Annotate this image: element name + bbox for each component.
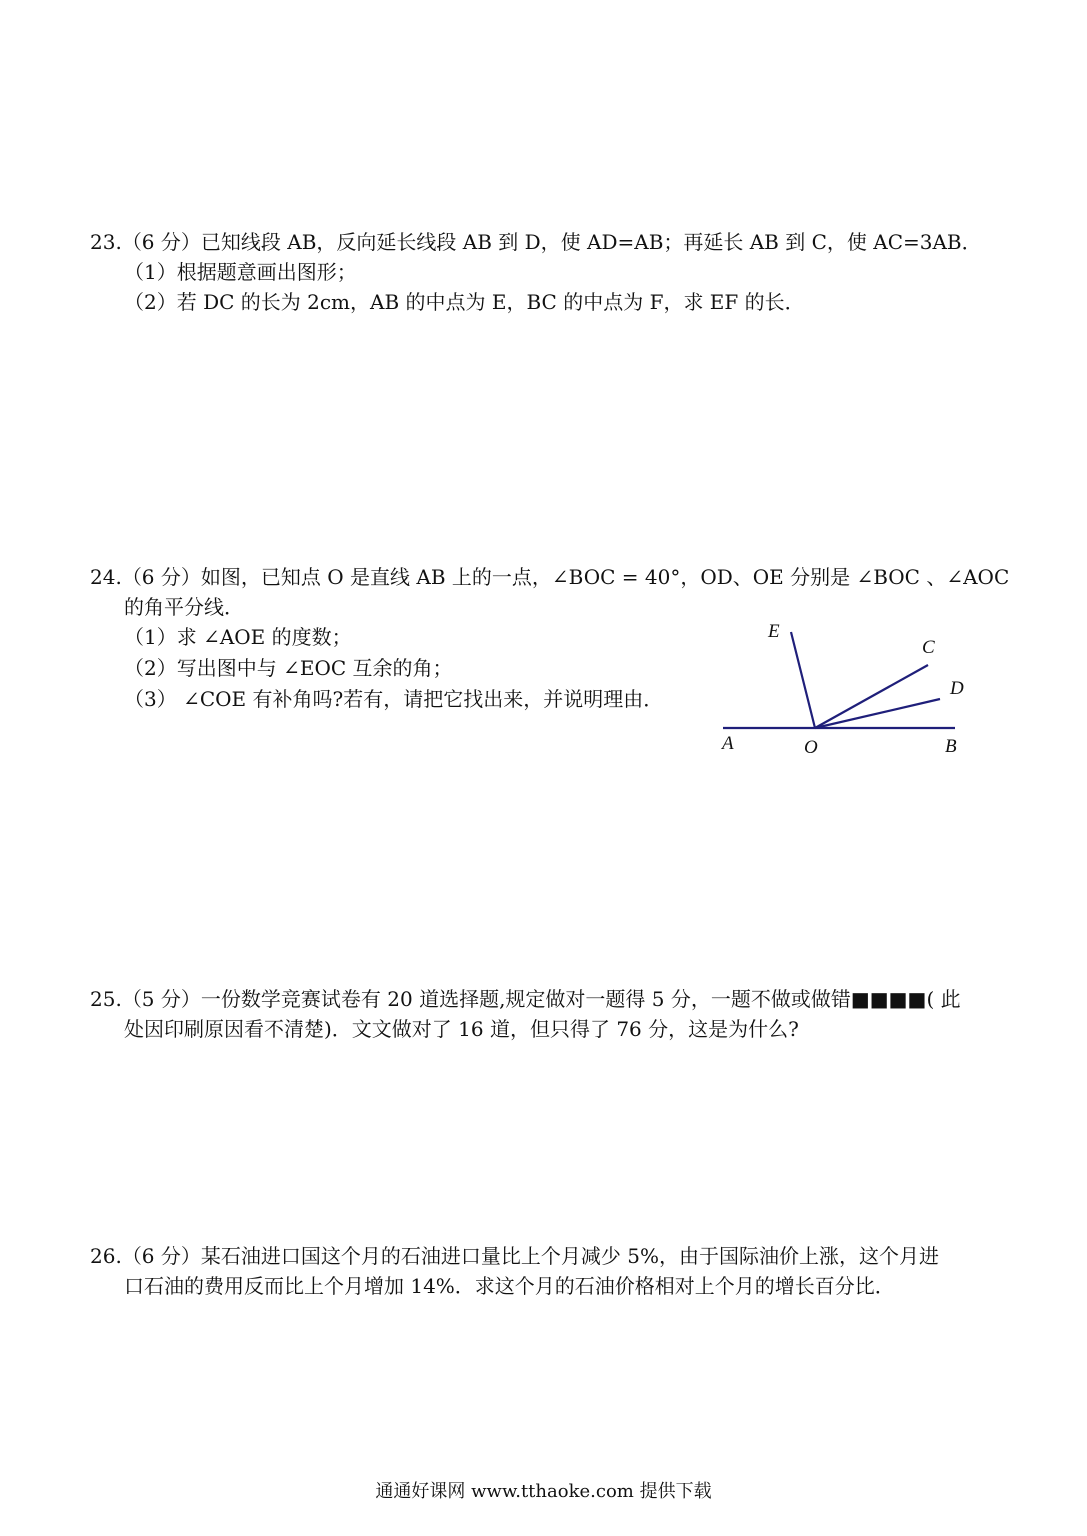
question-text: 如图，已知点 O 是直线 AB 上的一点，∠BOC = 40°，OD、OE 分别是 ∠BOC 、∠AOC [200, 565, 1010, 589]
question-score: （5 分） [121, 987, 201, 1011]
question-text: 已知线段 AB，反向延长线段 AB 到 D，使 AD=AB；再延长 AB 到 C，使 AC=3AB． [200, 230, 982, 254]
label-c: C [922, 637, 935, 658]
question-number: 24. [90, 565, 122, 589]
sub-question-2: （2）写出图中与 ∠EOC 互余的角； [124, 656, 453, 680]
question-text: 一份数学竞赛试卷有 20 道选择题,规定做对一题得 5 分，一题不做或做错■■■■( 此 [200, 987, 961, 1011]
label-a: A [722, 733, 734, 754]
label-d: D [950, 678, 964, 699]
label-o: O [804, 737, 818, 758]
sub-question-1: （1）根据题意画出图形； [124, 260, 357, 284]
question-number: 25. [90, 987, 122, 1011]
sub-question-2: （2）若 DC 的长为 2cm，AB 的中点为 E，BC 的中点为 F，求 EF 的长． [124, 290, 805, 314]
question-score: （6 分） [121, 1244, 201, 1268]
label-b: B [945, 736, 957, 757]
label-e: E [768, 621, 780, 642]
question-score: （6 分） [121, 565, 201, 589]
question-text: 某石油进口国这个月的石油进口量比上个月减少 5%，由于国际油价上涨，这个月进 [200, 1244, 939, 1268]
question-text-continued: 的角平分线． [124, 595, 244, 619]
angle-figure [715, 615, 995, 765]
question-number: 26. [90, 1244, 122, 1268]
sub-question-3: （3） ∠COE 有补角吗?若有，请把它找出来，并说明理由． [124, 687, 664, 711]
question-23 [90, 227, 1010, 317]
sub-question-1: （1）求 ∠AOE 的度数； [124, 625, 352, 649]
question-25 [90, 984, 1010, 1044]
ray-oe [791, 632, 815, 728]
question-text-continued: 口石油的费用反而比上个月增加 14%．求这个月的石油价格相对上个月的增长百分比． [124, 1274, 895, 1298]
question-score: （6 分） [121, 230, 201, 254]
question-26 [90, 1241, 1010, 1301]
question-text-continued: 处因印刷原因看不清楚)．文文做对了 16 道，但只得了 76 分，这是为什么? [124, 1017, 799, 1041]
page-footer: 通通好课网 www.tthaoke.com 提供下载 [375, 1481, 712, 1502]
ray-od [815, 699, 940, 728]
question-number: 23. [90, 230, 122, 254]
ray-oc [815, 665, 928, 728]
